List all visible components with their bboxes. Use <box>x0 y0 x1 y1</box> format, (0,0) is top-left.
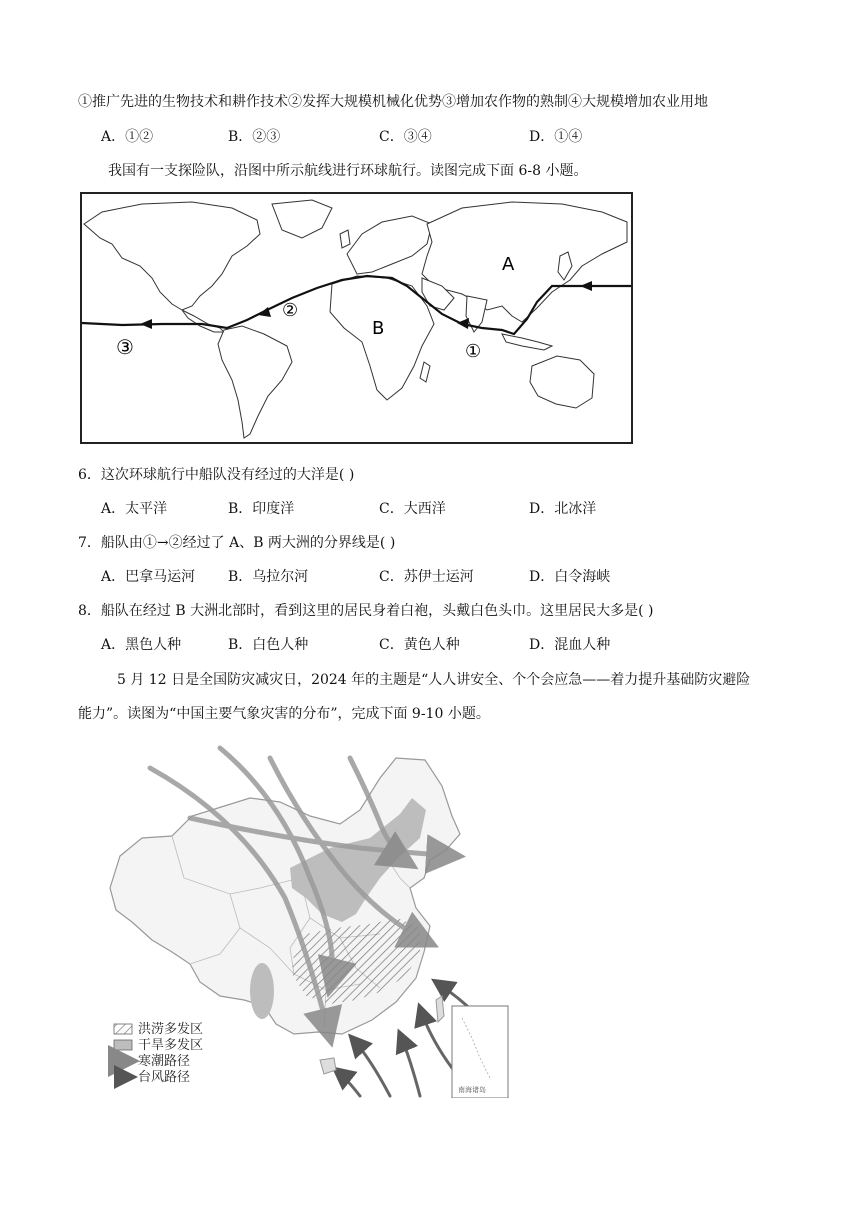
north-america-shape <box>84 202 260 310</box>
q7-option-a: A．巴拿马运河 <box>101 569 196 585</box>
central-america-shape <box>182 310 224 332</box>
intro-9-10-line1: 5 月 12 日是全国防灾减灾日，2024 年的主题是“人人讲安全、个个会应急——着力提升基础防灾避险 <box>117 672 751 688</box>
q7-option-c: C．苏伊士运河 <box>379 569 474 585</box>
china-disaster-map <box>80 738 510 1098</box>
q6-option-d: D．北冰洋 <box>529 501 597 517</box>
q6-option-a: A．太平洋 <box>101 501 168 517</box>
indonesia-shape <box>502 334 552 350</box>
map-legend <box>114 1021 203 1085</box>
uk-shape <box>340 230 350 248</box>
q6-option-c: C．大西洋 <box>379 501 446 517</box>
q8-option-d: D．混血人种 <box>529 637 611 653</box>
asia-shape <box>422 202 627 322</box>
q8-stem: 8．船队在经过 B 大洲北部时，看到这里的居民身着白袍，头戴白色头巾。这里居民大多是( ) <box>78 603 654 619</box>
map-label-a: A <box>502 254 515 275</box>
q6-stem: 6．这次环球航行中船队没有经过的大洋是( ) <box>78 467 355 483</box>
typhoon-path-5 <box>336 1070 360 1096</box>
world-map-svg <box>82 194 631 442</box>
route-label-2: ② <box>282 300 299 321</box>
typhoon-path-3 <box>420 1008 452 1068</box>
q8-option-c: C．黄色人种 <box>379 637 460 653</box>
q5-option-a: A．①② <box>101 129 154 145</box>
typhoon-path-2 <box>400 1034 420 1096</box>
route-label-1: ① <box>465 341 482 362</box>
legend-drought-label: 干旱多发区 <box>138 1038 204 1053</box>
world-route-map <box>80 192 633 444</box>
q8-option-b: B．白色人种 <box>228 637 309 653</box>
q7-option-d: D．白令海峡 <box>529 569 611 585</box>
hainan-island <box>320 1058 336 1074</box>
greenland-shape <box>272 200 332 238</box>
australia-shape <box>530 356 594 408</box>
legend-cold-wave-label: 寒潮路径 <box>138 1054 191 1069</box>
q7-stem: 7．船队由①→②经过了 A、B 两大洲的分界线是( ) <box>78 535 396 551</box>
drought-area-southwest <box>250 963 274 1019</box>
q5-option-b: B．②③ <box>228 129 281 145</box>
q8-option-a: A．黑色人种 <box>101 637 182 653</box>
legend-drought-swatch <box>114 1040 132 1050</box>
route-arrow-indian-ocean <box>457 318 469 329</box>
route-arrow-east <box>580 281 592 291</box>
china-map-svg <box>80 738 510 1098</box>
legend-typhoon-label: 台风路径 <box>138 1070 191 1085</box>
typhoon-path-1 <box>352 1038 390 1096</box>
europe-shape <box>347 216 432 274</box>
madagascar-shape <box>420 362 430 382</box>
map-label-b: B <box>372 318 385 339</box>
route-arrow-pacific <box>140 319 152 329</box>
q7-option-b: B．乌拉尔河 <box>228 569 309 585</box>
q5-option-c: C．③④ <box>379 129 432 145</box>
intro-9-10-line2: 能力”。读图为“中国主要气象灾害的分布”，完成下面 9-10 小题。 <box>78 706 490 722</box>
route-label-3: ③ <box>116 335 134 359</box>
q5-option-d: D．①④ <box>529 129 583 145</box>
south-sea-inset <box>452 1006 508 1098</box>
south-america-shape <box>218 326 292 438</box>
taiwan-island <box>436 996 444 1022</box>
intro-6-8: 我国有一支探险队，沿图中所示航线进行环球航行。读图完成下面 6-8 小题。 <box>108 163 588 179</box>
q5-statement: ①推广先进的生物技术和耕作技术②发挥大规模机械化优势③增加农作物的熟制④大规模增加农业用地 <box>78 94 708 110</box>
inset-label: 南海诸岛 <box>458 1086 486 1094</box>
legend-flood-label: 洪涝多发区 <box>138 1022 204 1037</box>
q6-option-b: B．印度洋 <box>228 501 295 517</box>
legend-flood-swatch <box>114 1024 132 1034</box>
